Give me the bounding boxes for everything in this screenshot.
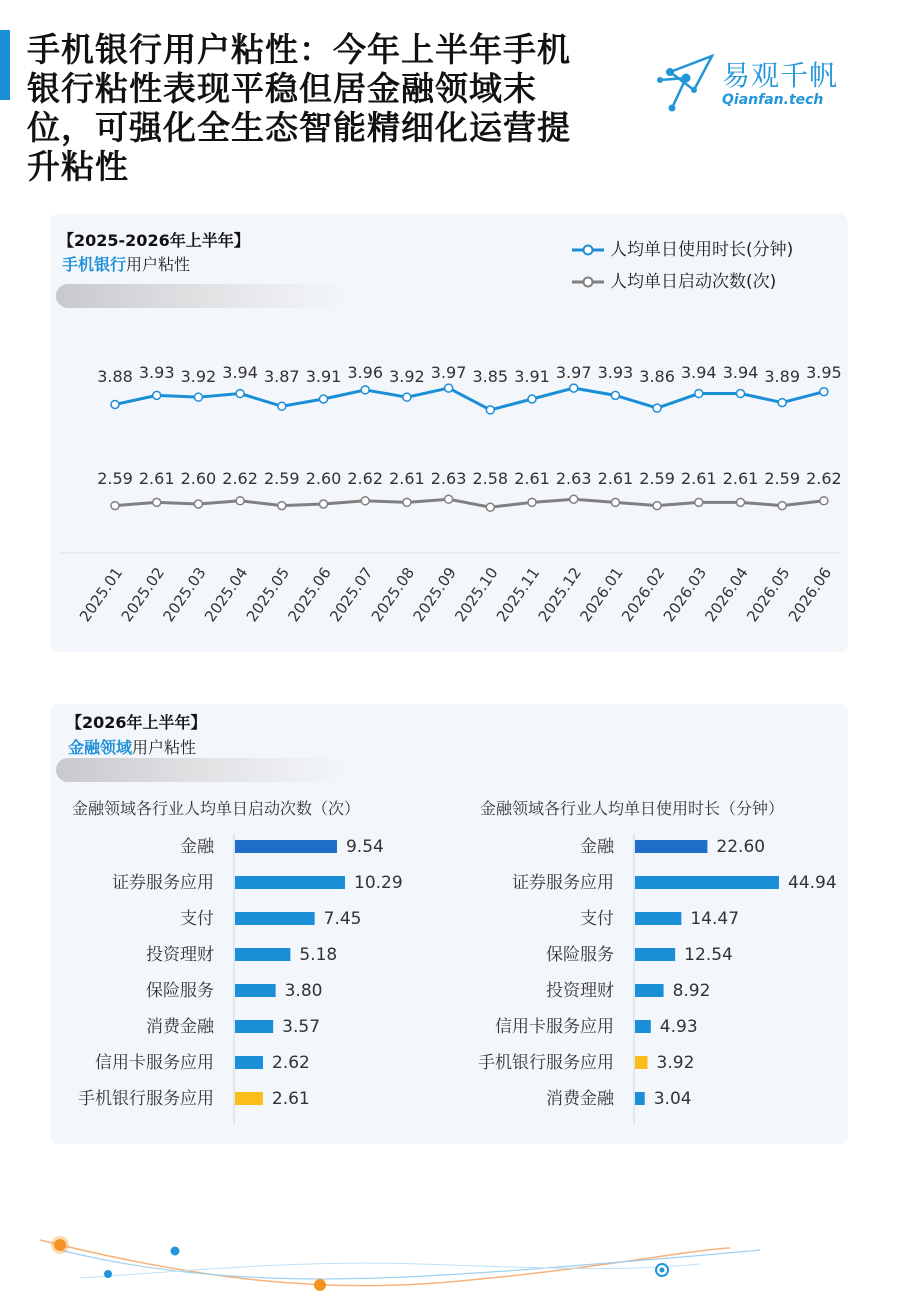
section1-subtitle-highlight: 手机银行 (62, 255, 127, 274)
x-tick-label: 2025.12 (534, 563, 585, 626)
bar-value-label: 9.54 (345, 837, 384, 857)
x-tick-label: 2026.05 (743, 563, 794, 626)
x-tick-label: 2025.08 (367, 563, 419, 626)
data-point (528, 498, 536, 506)
category-label: 证券服务应用 (112, 873, 214, 893)
category-label: 金融 (580, 837, 614, 857)
bar-value-label: 10.29 (354, 873, 403, 893)
data-point (653, 502, 661, 510)
category-label: 保险服务 (546, 945, 614, 965)
launches-bar-chart-title: 金融领域各行业人均单日启动次数（次） (72, 799, 361, 818)
data-label: 2.62 (806, 469, 842, 488)
bar-value-label: 5.18 (299, 945, 338, 965)
data-label: 3.94 (222, 363, 258, 382)
data-point (528, 395, 536, 403)
x-tick-label: 2025.03 (159, 563, 210, 626)
data-label: 3.97 (555, 363, 592, 382)
bar (635, 876, 779, 889)
data-point (570, 495, 578, 503)
x-tick-label: 2025.09 (409, 563, 460, 626)
bar (635, 1056, 648, 1069)
category-label: 信用卡服务应用 (95, 1053, 214, 1073)
bar-value-label: 14.47 (690, 909, 740, 929)
x-tick-label: 2026.01 (576, 563, 627, 626)
data-label: 2.59 (263, 469, 300, 488)
data-point (403, 498, 411, 506)
bar (235, 948, 290, 961)
section2-subtitle (68, 735, 196, 758)
data-label: 3.94 (722, 363, 759, 382)
x-tick-label: 2025.06 (284, 563, 335, 626)
x-tick-label: 2025.05 (242, 563, 294, 626)
bar (235, 876, 345, 889)
legend-label-duration: 人均单日使用时长(分钟) (610, 240, 794, 260)
x-tick-label: 2025.11 (492, 563, 544, 626)
bar-value-label: 3.80 (284, 981, 323, 1001)
data-label: 3.89 (764, 367, 801, 386)
data-point (611, 391, 619, 399)
data-point (445, 384, 453, 392)
data-point (737, 498, 745, 506)
bar (235, 1020, 273, 1033)
bar-value-label: 3.04 (653, 1089, 692, 1109)
category-label: 手机银行服务应用 (478, 1053, 614, 1073)
data-point (820, 388, 828, 396)
bar-value-label: 44.94 (788, 873, 837, 893)
data-label: 2.62 (347, 469, 384, 488)
data-point (278, 502, 286, 510)
data-label: 2.59 (764, 469, 801, 488)
data-point (153, 498, 161, 506)
data-point (778, 502, 786, 510)
mobile-banking-stickiness-panel (50, 214, 848, 652)
data-label: 2.61 (514, 469, 550, 488)
bar-value-label: 22.60 (716, 837, 766, 857)
data-point (194, 393, 202, 401)
category-label: 证券服务应用 (512, 873, 614, 893)
finance-sector-stickiness-panel (50, 704, 848, 1144)
category-label: 信用卡服务应用 (495, 1017, 614, 1037)
data-point (236, 390, 244, 398)
section2-subtitle-rest: 用户粘性 (132, 738, 197, 757)
x-tick-label: 2025.02 (117, 563, 168, 626)
data-label: 3.91 (305, 367, 342, 386)
category-label: 支付 (580, 909, 614, 929)
x-tick-label: 2026.03 (659, 563, 711, 626)
decorative-wave (0, 1220, 900, 1300)
duration-bar-chart (450, 834, 848, 1134)
bar-value-label: 2.62 (272, 1053, 310, 1073)
data-label: 2.59 (639, 469, 675, 488)
data-label: 3.95 (806, 363, 842, 382)
data-label: 3.88 (97, 367, 133, 386)
bar-value-label: 2.61 (271, 1089, 310, 1109)
category-label: 金融 (180, 837, 214, 857)
x-tick-label: 2026.02 (618, 563, 669, 626)
data-label: 2.63 (430, 469, 467, 488)
data-point (445, 495, 453, 503)
data-label: 2.63 (555, 469, 592, 488)
category-label: 投资理财 (546, 981, 614, 1001)
data-point (820, 497, 828, 505)
data-point (611, 498, 619, 506)
bar-value-label: 4.93 (659, 1017, 698, 1037)
section2-subtitle-highlight: 金融领域 (68, 738, 133, 757)
page-title: 手机银行用户粘性：今年上半年手机银行粘性表现平稳但居金融领域末位，可强化全生态智能精细化运营提升粘性 (27, 30, 571, 186)
bar (635, 984, 664, 997)
section2-title: 【2026年上半年】 (66, 713, 207, 732)
logo-text-cn: 易观千帆 (722, 59, 839, 92)
bar (235, 1056, 263, 1069)
x-tick-label: 2025.01 (75, 563, 127, 626)
data-point (778, 399, 786, 407)
data-label: 3.97 (430, 363, 467, 382)
bar (235, 1092, 263, 1105)
data-point (695, 498, 703, 506)
brand-logo (650, 50, 870, 120)
x-tick-label: 2025.10 (451, 563, 502, 626)
bar (235, 984, 276, 997)
data-point (486, 503, 494, 511)
data-label: 2.59 (97, 469, 133, 488)
section1-title: 【2025-2026年上半年】 (58, 231, 250, 250)
data-point (361, 497, 369, 505)
category-label: 消费金融 (546, 1089, 614, 1109)
logo-text-en: Qianfan.tech (722, 92, 824, 108)
bar (635, 1092, 645, 1105)
data-point (320, 395, 328, 403)
legend-label-launches: 人均单日启动次数(次) (610, 272, 777, 292)
data-label: 2.61 (680, 469, 717, 488)
data-point (486, 406, 494, 414)
launches-bar-chart (50, 834, 450, 1134)
data-label: 2.62 (222, 469, 258, 488)
data-label: 3.93 (597, 363, 634, 382)
line-chart (50, 214, 848, 652)
sail-logo-icon (650, 50, 720, 120)
data-point (737, 390, 745, 398)
category-label: 投资理财 (146, 945, 214, 965)
series-line-1 (115, 499, 824, 507)
category-label: 保险服务 (146, 981, 214, 1001)
category-label: 支付 (180, 909, 214, 929)
data-label: 2.60 (180, 469, 217, 488)
data-label: 3.87 (263, 367, 300, 386)
data-label: 2.60 (305, 469, 342, 488)
data-label: 3.85 (472, 367, 509, 386)
bar (635, 912, 681, 925)
data-point (361, 386, 369, 394)
title-accent-bar (0, 30, 10, 100)
data-label: 3.96 (347, 363, 384, 382)
data-point (194, 500, 202, 508)
data-label: 3.86 (639, 367, 675, 386)
data-label: 3.92 (389, 367, 425, 386)
bar (635, 840, 707, 853)
data-label: 3.91 (514, 367, 550, 386)
data-label: 2.61 (722, 469, 759, 488)
x-tick-label: 2026.06 (784, 563, 836, 626)
bar-value-label: 3.92 (656, 1053, 695, 1073)
data-point (236, 497, 244, 505)
data-point (570, 384, 578, 392)
data-point (403, 393, 411, 401)
category-label: 手机银行服务应用 (78, 1089, 214, 1109)
bar (635, 1020, 651, 1033)
data-label: 3.94 (680, 363, 717, 382)
data-label: 2.61 (389, 469, 425, 488)
bar (235, 912, 315, 925)
x-tick-label: 2026.04 (701, 563, 752, 626)
bar (635, 948, 675, 961)
x-tick-label: 2025.07 (326, 563, 377, 626)
data-label: 3.93 (138, 363, 175, 382)
x-tick-label: 2025.04 (201, 563, 252, 626)
data-label: 3.92 (180, 367, 217, 386)
data-label: 2.61 (597, 469, 634, 488)
data-point (111, 502, 119, 510)
category-label: 消费金融 (146, 1017, 214, 1037)
bar-value-label: 8.92 (672, 981, 711, 1001)
bar-value-label: 12.54 (684, 945, 733, 965)
data-point (320, 500, 328, 508)
section1-subtitle-rest: 用户粘性 (126, 255, 191, 274)
series-line-0 (115, 388, 824, 410)
data-label: 2.58 (472, 469, 509, 488)
data-point (153, 391, 161, 399)
data-label: 2.61 (138, 469, 175, 488)
bar (235, 840, 337, 853)
bar-value-label: 7.45 (323, 909, 362, 929)
data-point (653, 404, 661, 412)
data-point (111, 400, 119, 408)
section2-decor-pill (56, 758, 346, 782)
duration-bar-chart-title: 金融领域各行业人均单日使用时长（分钟） (480, 799, 785, 818)
bar-value-label: 3.57 (282, 1017, 321, 1037)
data-point (278, 402, 286, 410)
data-point (695, 390, 703, 398)
